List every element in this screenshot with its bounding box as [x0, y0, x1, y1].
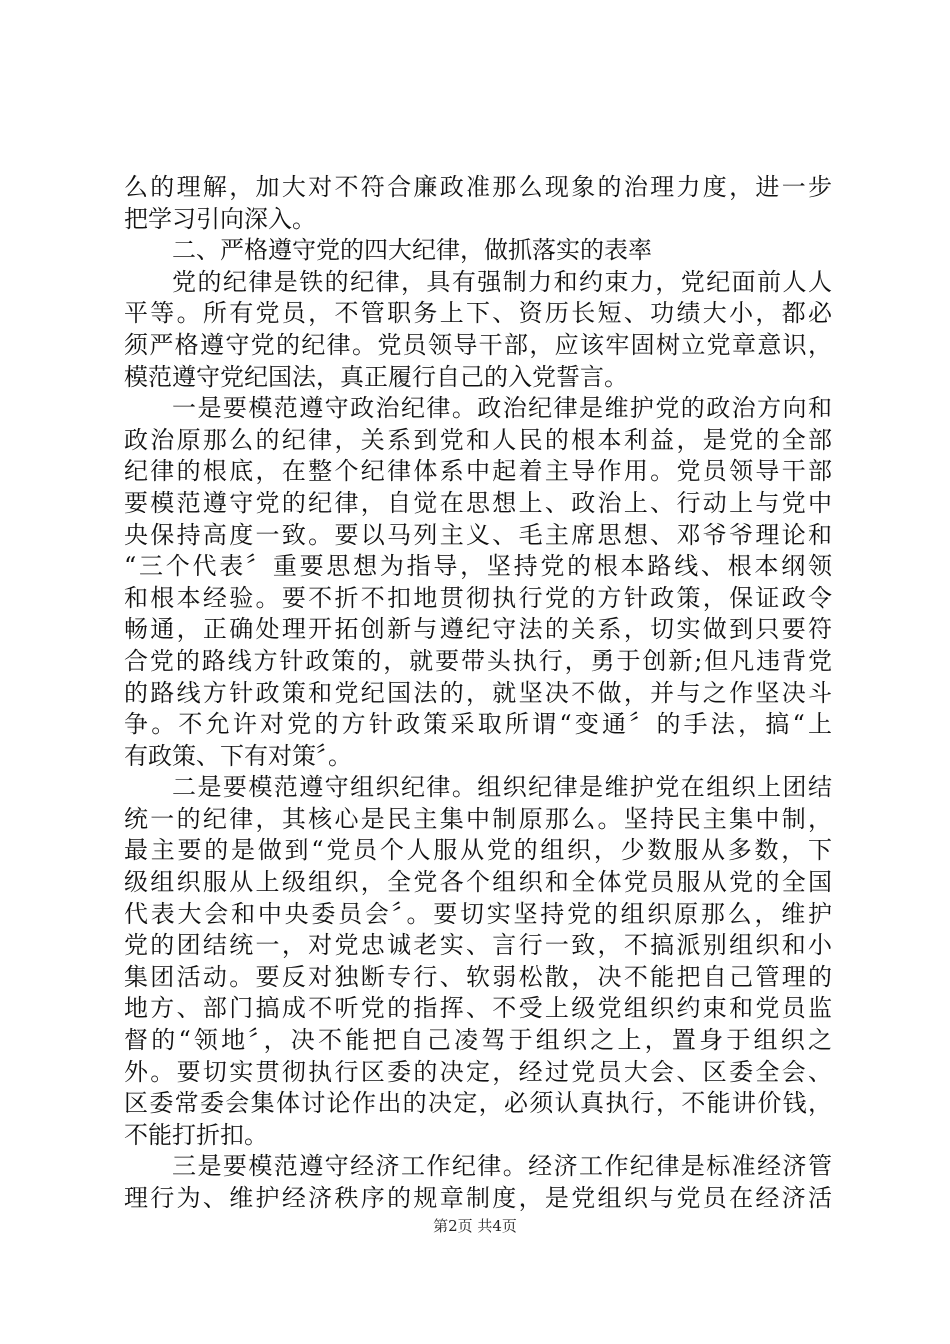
text-line: 代表大会和中央委员会〞。要切实坚持党的组织原那么，维护 [124, 899, 832, 928]
text-line: 政治原那么的纪律，关系到党和人民的根本利益，是党的全部 [124, 425, 832, 454]
text-line: 党的团结统一，对党忠诚老实、言行一致，不搞派别组织和小 [124, 931, 832, 960]
text-line: 二是要模范遵守组织纪律。组织纪律是维护党在组织上团结 [172, 773, 832, 802]
text-line: 二、严格遵守党的四大纪律，做抓落实的表率 [172, 236, 652, 265]
text-line: 么的理解，加大对不符合廉政准那么现象的治理力度，进一步 [124, 173, 832, 201]
text-line: 统一的纪律，其核心是民主集中制原那么。坚持民主集中制， [124, 804, 832, 833]
text-line: “三个代表〞重要思想为指导，坚持党的根本路线、根本纲领 [124, 552, 832, 581]
text-line: 纪律的根底，在整个纪律体系中起着主导作用。党员领导干部 [124, 457, 832, 486]
text-line: 有政策、下有对策〞。 [124, 741, 352, 770]
text-line: 要模范遵守党的纪律，自觉在思想上、政治上、行动上与党中 [124, 488, 832, 517]
text-line: 三是要模范遵守经济工作纪律。经济工作纪律是标准经济管 [172, 1152, 832, 1181]
text-line: 不能打折扣。 [124, 1120, 268, 1149]
text-line: 区委常委会集体讨论作出的决定，必须认真执行，不能讲价钱， [124, 1089, 832, 1118]
text-line: 外。要切实贯彻执行区委的决定，经过党员大会、区委全会、 [124, 1057, 832, 1086]
text-line: 地方、部门搞成不听党的指挥、不受上级党组织约束和党员监 [124, 994, 832, 1023]
text-line: 平等。所有党员，不管职务上下、资历长短、功绩大小，都必 [124, 299, 832, 328]
text-line: 最主要的是做到“党员个人服从党的组织，少数服从多数，下 [124, 836, 832, 865]
text-line: 党的纪律是铁的纪律，具有强制力和约束力，党纪面前人人 [172, 267, 832, 296]
text-line: 督的“领地〞，决不能把自己凌驾于组织之上，置身于组织之 [124, 1026, 832, 1055]
text-line: 和根本经验。要不折不扣地贯彻执行党的方针政策，保证政令 [124, 583, 832, 612]
text-line: 的路线方针政策和党纪国法的，就坚决不做，并与之作坚决斗 [124, 678, 832, 707]
text-line: 合党的路线方针政策的，就要带头执行，勇于创新;但凡违背党 [124, 646, 832, 675]
text-line: 一是要模范遵守政治纪律。政治纪律是维护党的政治方向和 [172, 394, 832, 423]
text-line: 争。不允许对党的方针政策采取所谓“变通〞的手法，搞“上 [124, 710, 832, 739]
page-footer: 第2页 共4页 [433, 1217, 517, 1235]
text-line: 把学习引向深入。 [124, 204, 316, 233]
text-line: 集团活动。要反对独断专行、软弱松散，决不能把自己管理的 [124, 962, 832, 991]
text-line: 畅通，正确处理开拓创新与遵纪守法的关系，切实做到只要符 [124, 615, 832, 644]
text-line: 央保持高度一致。要以马列主义、毛主席思想、邓爷爷理论和 [124, 520, 832, 549]
text-line: 模范遵守党纪国法，真正履行自己的入党誓言。 [124, 362, 628, 391]
text-line: 级组织服从上级组织，全党各个组织和全体党员服从党的全国 [124, 868, 832, 897]
text-line: 理行为、维护经济秩序的规章制度，是党组织与党员在经济活 [124, 1184, 832, 1212]
document-body [124, 172, 832, 1215]
text-line: 须严格遵守党的纪律。党员领导干部，应该牢固树立党章意识， [124, 330, 832, 359]
